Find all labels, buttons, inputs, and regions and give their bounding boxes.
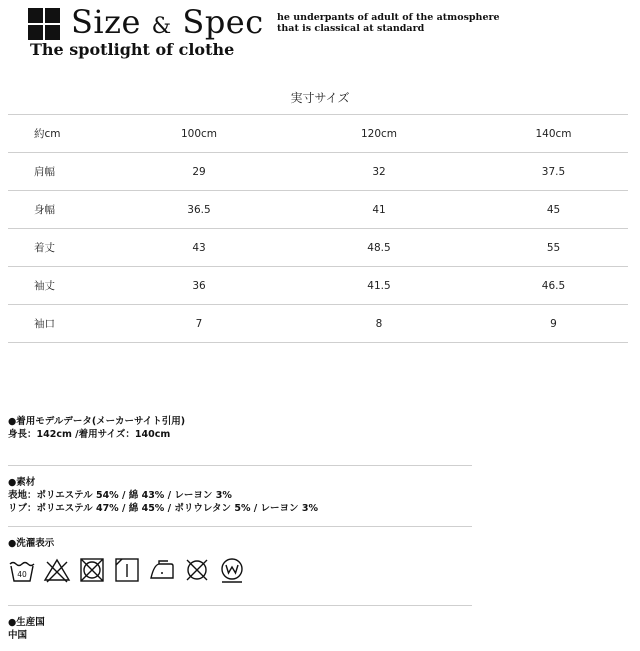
table-cell: 8 <box>279 305 479 343</box>
column-header: 140cm <box>479 115 628 153</box>
brand-title-tail: Spec <box>182 3 264 41</box>
care-section <box>8 537 54 550</box>
brand-logo-icon <box>28 8 60 40</box>
brand-tagline <box>277 12 500 34</box>
row-label: 着丈 <box>8 229 119 267</box>
material-line-rib: リブ：ポリエステル 47% / 綿 45% / ポリウレタン 5% / レーヨン 3% <box>8 503 318 514</box>
table-cell: 7 <box>119 305 279 343</box>
row-label: 身幅 <box>8 191 119 229</box>
material-section <box>8 476 318 515</box>
wet-clean-icon <box>218 556 246 584</box>
brand-title-amp: & <box>151 14 172 39</box>
page-header <box>0 0 640 70</box>
table-row <box>8 267 628 305</box>
size-table <box>8 114 628 343</box>
section-divider <box>8 526 472 527</box>
line-dry-shade-icon <box>113 556 141 584</box>
origin-heading: ● 生産国 <box>8 616 45 629</box>
section-divider <box>8 465 472 466</box>
no-bleach-icon <box>43 556 71 584</box>
table-cell: 29 <box>119 153 279 191</box>
row-label: 袖口 <box>8 305 119 343</box>
table-cell: 37.5 <box>479 153 628 191</box>
table-cell: 41.5 <box>279 267 479 305</box>
table-cell: 41 <box>279 191 479 229</box>
table-cell: 43 <box>119 229 279 267</box>
tagline-line-1: he underpants of adult of the atmosphere <box>277 12 500 23</box>
model-data-section <box>8 415 185 441</box>
table-cell: 32 <box>279 153 479 191</box>
table-row <box>8 191 628 229</box>
table-header-row <box>8 115 628 153</box>
section-divider <box>8 605 472 606</box>
column-header: 120cm <box>279 115 479 153</box>
material-line-shell: 表地：ポリエステル 54% / 綿 43% / レーヨン 3% <box>8 490 232 501</box>
care-heading: ● 洗濯表示 <box>8 537 54 550</box>
model-data-line: 身長：142cm /着用サイズ：140cm <box>8 429 171 440</box>
care-icons-row <box>8 556 246 586</box>
brand-subtitle: The spotlight of clothe <box>30 40 235 59</box>
wash-temp-label: 40 <box>17 570 27 579</box>
table-row <box>8 153 628 191</box>
origin-section <box>8 616 45 642</box>
model-data-heading: ● 着用モデルデータ(メーカーサイト引用) <box>8 415 185 428</box>
no-tumble-dry-icon <box>78 556 106 584</box>
table-cell: 36.5 <box>119 191 279 229</box>
no-dry-clean-icon <box>183 556 211 584</box>
wash-40-icon <box>8 556 36 584</box>
column-header: 100cm <box>119 115 279 153</box>
column-header: 約cm <box>8 115 119 153</box>
brand-title-main: Size <box>71 3 141 41</box>
tagline-line-2: that is classical at standard <box>277 23 425 34</box>
table-cell: 9 <box>479 305 628 343</box>
origin-value: 中国 <box>8 630 28 641</box>
table-cell: 48.5 <box>279 229 479 267</box>
table-cell: 45 <box>479 191 628 229</box>
row-label: 袖丈 <box>8 267 119 305</box>
table-cell: 46.5 <box>479 267 628 305</box>
size-table-title: 実寸サイズ <box>290 91 350 105</box>
row-label: 肩幅 <box>8 153 119 191</box>
table-row <box>8 229 628 267</box>
material-heading: ● 素材 <box>8 476 318 489</box>
iron-low-icon <box>148 556 176 584</box>
table-cell: 55 <box>479 229 628 267</box>
table-cell: 36 <box>119 267 279 305</box>
table-row <box>8 305 628 343</box>
